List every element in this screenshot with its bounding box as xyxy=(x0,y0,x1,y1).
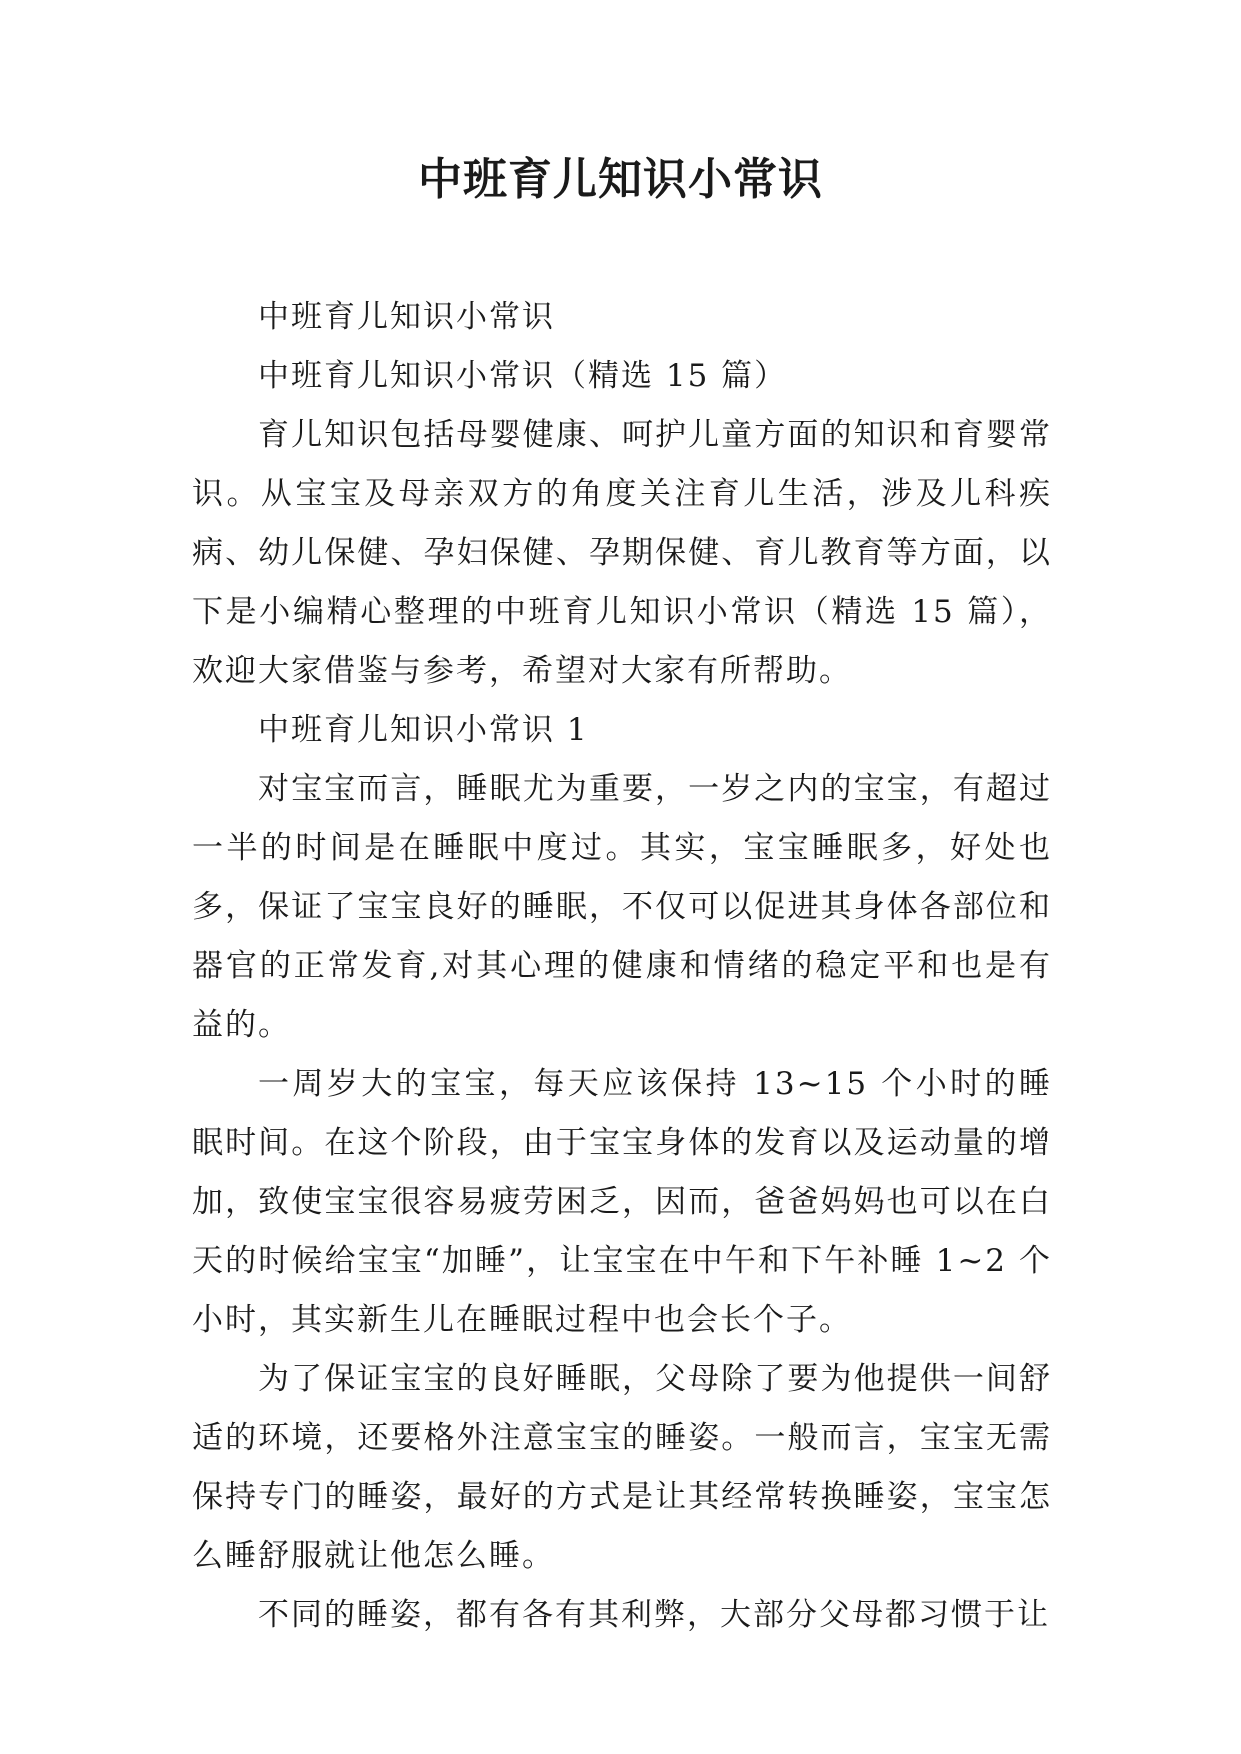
document-title: 中班育儿知识小常识 xyxy=(418,154,823,205)
paragraph-posture-pros-cons: 不同的睡姿，都有各有其利弊，大部分父母都习惯于让 xyxy=(258,1597,1050,1633)
paragraph-subtitle: 中班育儿知识小常识（精选 15 篇） xyxy=(258,358,788,394)
paragraph-intro: 育儿知识包括母婴健康、呵护儿童方面的知识和育婴常识。从宝宝及母亲双方的角度关注育儿生活，涉及儿科疾病、幼儿保健、孕妇保健、孕期保健、育儿教育等方面，以下是小编精心整理的中班育儿知识小常识（精选 15 篇），欢迎大家借鉴与参考，希望对大家有所帮助。 xyxy=(192,417,1052,689)
document-body xyxy=(192,288,1052,1645)
paragraph-sleep-posture: 为了保证宝宝的良好睡眠，父母除了要为他提供一间舒适的环境，还要格外注意宝宝的睡姿。一般而言，宝宝无需保持专门的睡姿，最好的方式是让其经常转换睡姿，宝宝怎么睡舒服就让他怎么睡。 xyxy=(192,1361,1052,1574)
paragraph-heading: 中班育儿知识小常识 xyxy=(258,299,555,335)
paragraph-sleep-importance: 对宝宝而言，睡眠尤为重要，一岁之内的宝宝，有超过一半的时间是在睡眠中度过。其实，宝宝睡眠多，好处也多，保证了宝宝良好的睡眠，不仅可以促进其身体各部位和器官的正常发育,对其心理的健康和情绪的稳定平和也是有益的。 xyxy=(192,771,1052,1043)
section-heading-1: 中班育儿知识小常识 1 xyxy=(258,712,589,748)
paragraph-sleep-duration: 一周岁大的宝宝，每天应该保持 13~15 个小时的睡眠时间。在这个阶段，由于宝宝身体的发育以及运动量的增加，致使宝宝很容易疲劳困乏，因而，爸爸妈妈也可以在白天的时候给宝宝“加睡”，让宝宝在中午和下午补睡 1~2 个小时，其实新生儿在睡眠过程中也会长个子。 xyxy=(192,1066,1052,1338)
